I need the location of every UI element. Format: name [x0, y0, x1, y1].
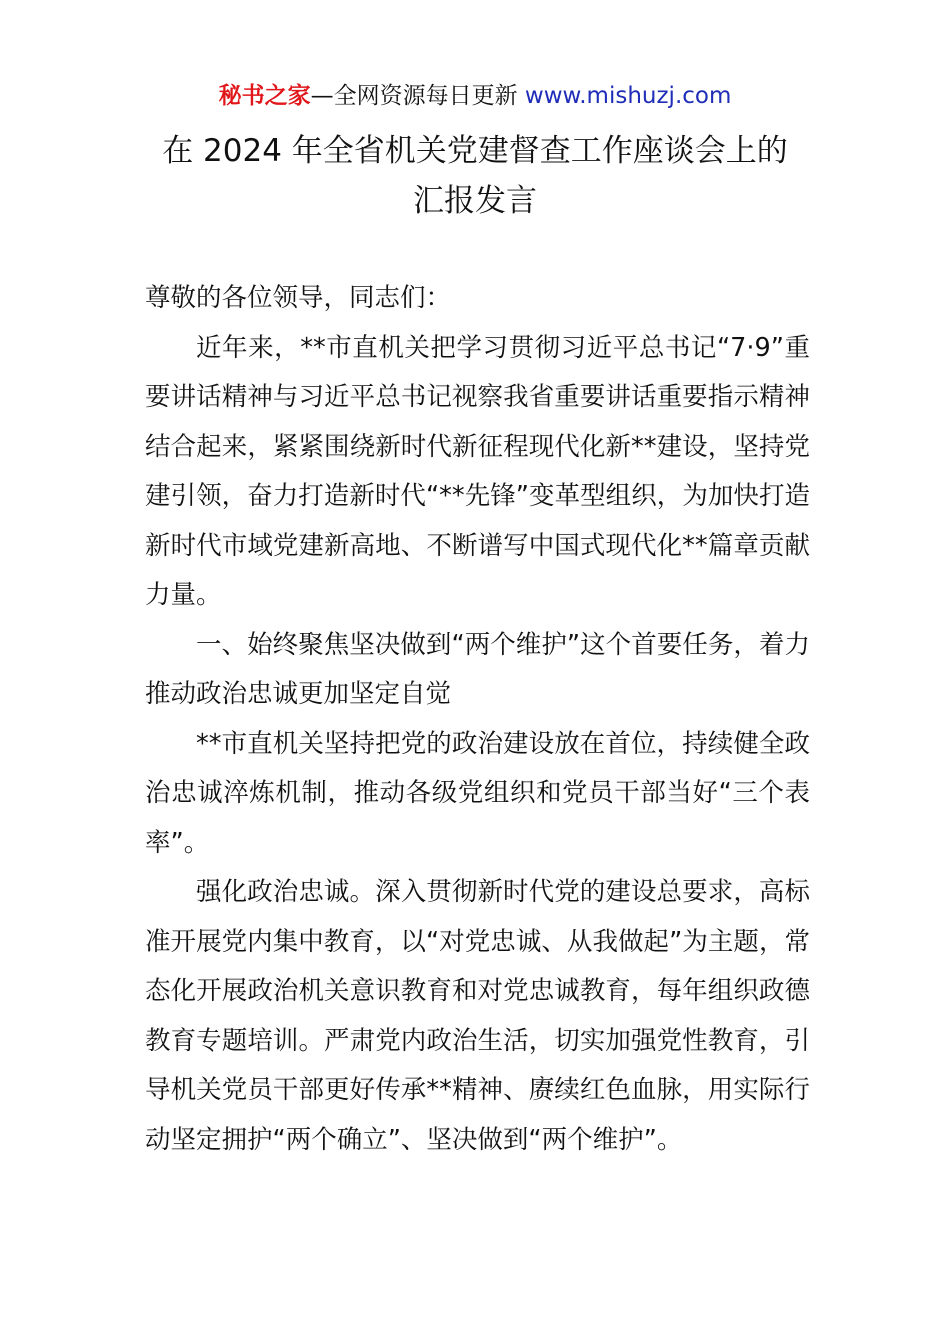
paragraph-political-loyalty: 强化政治忠诚。深入贯彻新时代党的建设总要求，高标准开展党内集中教育，以“对党忠诚、从我做起”为主题，常态化开展政治机关意识教育和对党忠诚教育，每年组织政德教育专题培训。严肃党内政治生活，切实加强党性教育，引导机关党员干部更好传承**精神、赓续红色血脉，用实际行动坚定拥护“两个确立”、坚决做到“两个维护”。 — [145, 877, 810, 1155]
document-title-line-1: 在 2024 年全省机关党建督查工作座谈会上的 — [162, 133, 788, 169]
salutation: 尊敬的各位领导，同志们： — [145, 283, 452, 313]
site-url: www.mishuzj.com — [524, 83, 732, 109]
site-tagline: —全网资源每日更新 — [310, 83, 525, 109]
paragraph-section-1: **市直机关坚持把党的政治建设放在首位，持续健全政治忠诚淬炼机制，推动各级党组织和党员干部当好“三个表率”。 — [145, 728, 810, 858]
paragraph-intro: 近年来，**市直机关把学习贯彻习近平总书记“7·9”重要讲话精神与习近平总书记视察我省重要讲话重要指示精神结合起来，紧紧围绕新时代新征程现代化新**建设，坚持党建引领，奋力打造新时代“**先锋”变革型组织，为加快打造新时代市域党建新高地、不断谱写中国式现代化**篇章贡献力量。 — [145, 332, 810, 610]
site-header — [0, 80, 950, 112]
section-heading-1: 一、始终聚焦坚决做到“两个维护”这个首要任务，着力推动政治忠诚更加坚定自觉 — [145, 629, 810, 709]
document-title-line-2: 汇报发言 — [413, 183, 537, 219]
document-title — [140, 126, 810, 226]
document-body — [145, 274, 810, 1165]
site-brand: 秘书之家 — [218, 83, 311, 109]
